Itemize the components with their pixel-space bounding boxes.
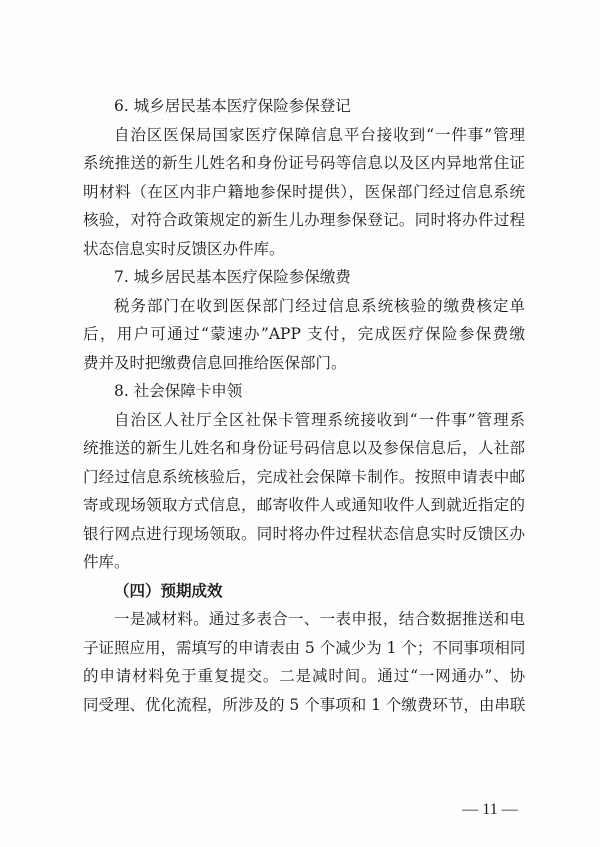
text-line: 件库。 [83,553,130,571]
section-heading [83,377,525,406]
page-number: — 11 — [462,801,518,818]
text-line: 状态信息实时反馈区办件库。 [83,239,285,258]
heading-line: 7. 城乡居民基本医疗保险参保缴费 [114,268,351,286]
text-line: 自治区人社厅全区社保卡管理系统接收到“一件事”管理系 [114,410,525,429]
paragraph [83,121,525,264]
document-body [83,92,525,719]
text-line: 门经过信息系统核验后，完成社会保障卡制作。按照申请表中邮 [83,467,525,486]
heading-line: （四）预期成效 [114,580,223,600]
text-line: 一是减材料。通过多表合一、一表申报，结合数据推送和电 [114,610,525,628]
heading-line: 6. 城乡居民基本医疗保险参保登记 [114,97,351,115]
text-line: 系统推送的新生儿姓名和身份证号码等信息以及区内异地常住证 [83,154,525,172]
text-line: 明材料（在区内非户籍地参保时提供），医保部门经过信息系统 [83,182,525,201]
section-heading [83,577,525,606]
paragraph [83,406,525,577]
heading-line: 8. 社会保障卡申领 [114,382,243,400]
section-heading [83,92,525,121]
text-line: 同受理、优化流程，所涉及的 5 个事项和 1 个缴费环节，由串联 [83,695,525,714]
text-line: 统推送的新生儿姓名和身份证号码信息以及参保信息后，人社部 [83,439,525,457]
text-line: 税务部门在收到医保部门经过信息系统核验的缴费核定单 [114,296,525,315]
text-line: 费并及时把缴费信息回推给医保部门。 [83,353,347,372]
section-heading [83,263,525,292]
text-line: 核验，对符合政策规定的新生儿办理参保登记。同时将办件过程 [83,211,525,229]
text-line: 子证照应用，需填写的申请表由 5 个减少为 1 个；不同事项相同 [83,638,525,657]
text-line: 后，用户可通过“蒙速办”APP 支付，完成医疗保险参保费缴 [83,325,525,343]
text-line: 的申请材料免于重复提交。二是减时间。通过“一网通办”、协 [83,667,525,685]
text-line: 银行网点进行现场领取。同时将办件过程状态信息实时反馈区办 [83,524,525,543]
text-line: 寄或现场领取方式信息，邮寄收件人或通知收件人到就近指定的 [83,496,525,514]
paragraph [83,605,525,719]
paragraph [83,292,525,378]
text-line: 自治区医保局国家医疗保障信息平台接收到“一件事”管理 [114,125,525,144]
